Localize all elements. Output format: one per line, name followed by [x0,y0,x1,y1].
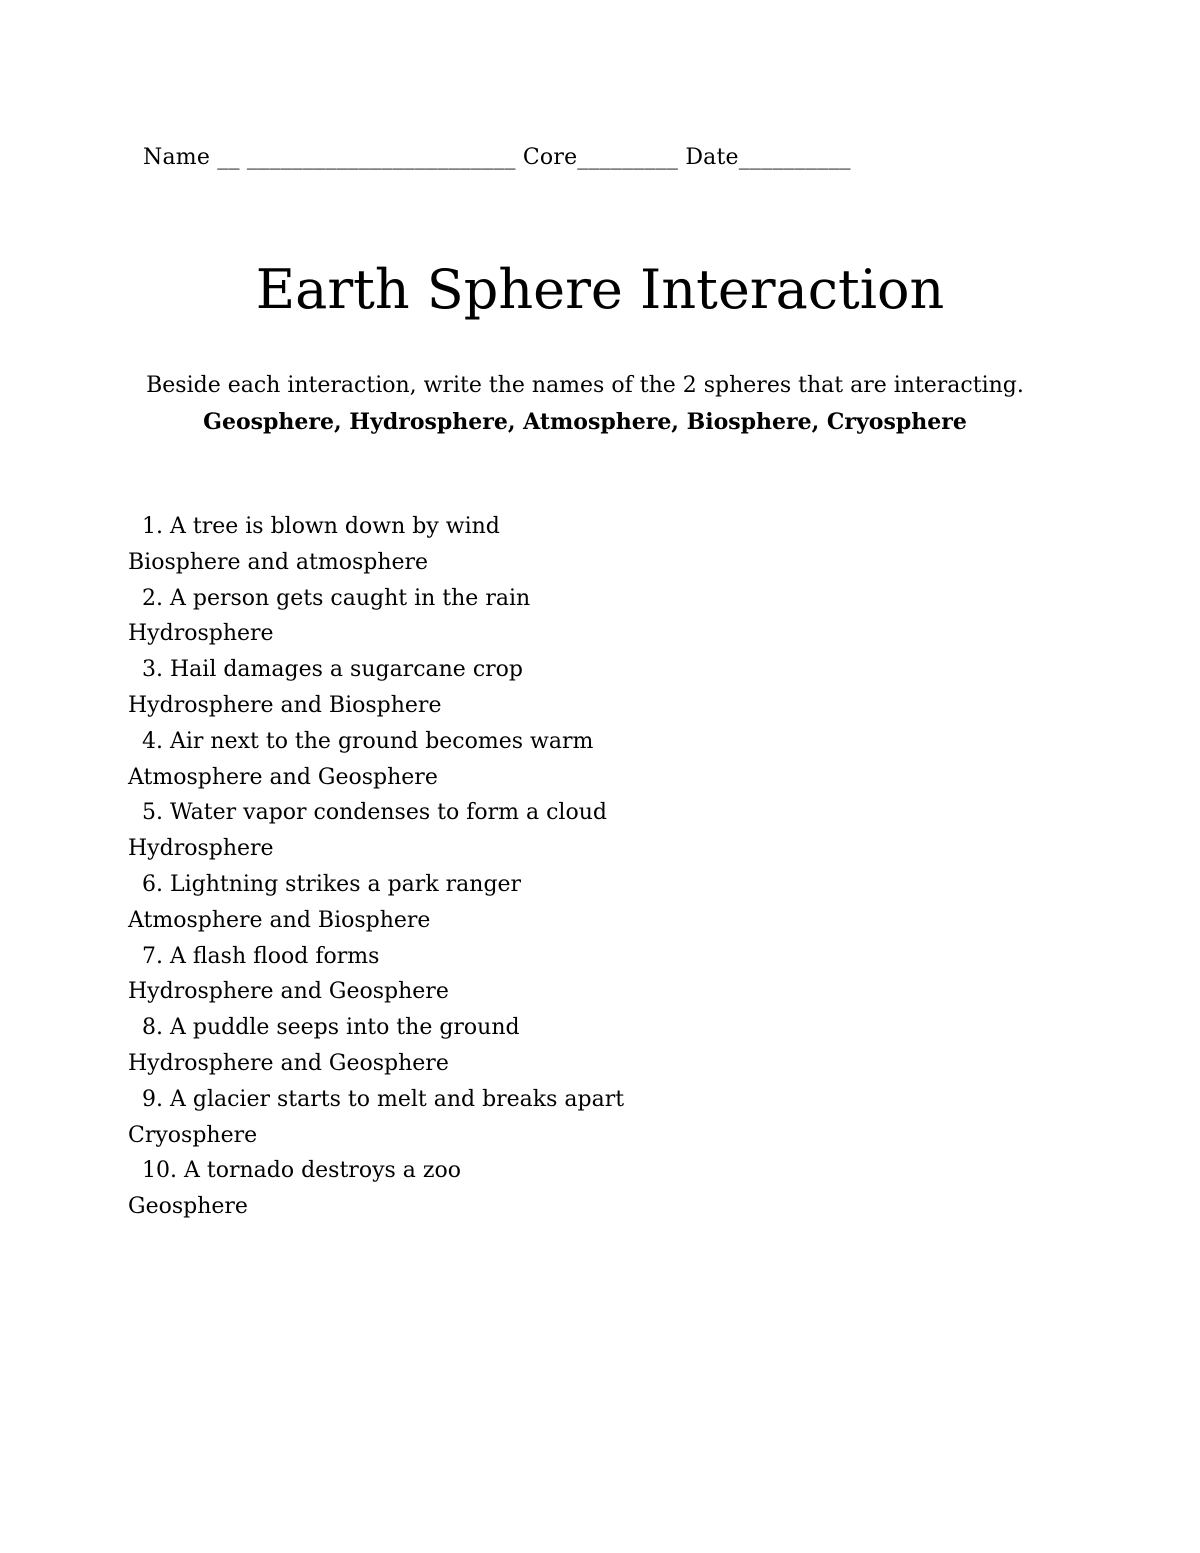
name-label: Name [143,145,211,170]
answer-10: Geosphere [128,1194,248,1220]
core-label: Core [522,145,578,170]
list-item [128,1082,828,1154]
answer-1: Biosphere and atmosphere [128,549,429,575]
list-item [128,652,828,724]
question-7: 7. A flash flood forms [142,943,380,969]
answer-6: Atmosphere and Biosphere [128,907,431,933]
question-6: 6. Lightning strikes a park ranger [142,871,522,897]
question-4: 4. Air next to the ground becomes warm [142,728,594,754]
list-item [128,509,828,581]
name-blank: __ ________________________ [217,145,516,170]
worksheet-header [143,143,1063,173]
list-item [128,939,828,1011]
list-item [128,1010,828,1082]
core-blank: _________ [577,145,679,170]
answer-9: Cryosphere [128,1122,258,1148]
question-5: 5. Water vapor condenses to form a cloud [142,800,607,826]
question-8: 8. A puddle seeps into the ground [142,1015,520,1041]
list-item [128,795,828,867]
question-9: 9. A glacier starts to melt and breaks apart [142,1086,625,1112]
answer-4: Atmosphere and Geosphere [128,764,438,790]
date-blank: __________ [738,145,851,170]
question-list [128,509,828,1225]
question-3: 3. Hail damages a sugarcane crop [142,657,523,683]
answer-7: Hydrosphere and Geosphere [128,979,449,1005]
page-title: Earth Sphere Interaction [255,258,945,321]
list-item [128,581,828,653]
list-item [128,1153,828,1225]
question-10: 10. A tornado destroys a zoo [142,1158,461,1184]
answer-5: Hydrosphere [128,836,274,862]
list-item [128,867,828,939]
answer-2: Hydrosphere [128,621,274,647]
question-2: 2. A person gets caught in the rain [142,585,531,611]
date-label: Date [685,145,739,170]
list-item [128,724,828,796]
answer-8: Hydrosphere and Geosphere [128,1050,449,1076]
instructions [0,368,1170,440]
answer-3: Hydrosphere and Biosphere [128,692,442,718]
instructions-text: Beside each interaction, write the names of the 2 spheres that are interacting. [146,373,1024,398]
sphere-list: Geosphere, Hydrosphere, Atmosphere, Biosphere, Cryosphere [203,409,967,435]
question-1: 1. A tree is blown down by wind [142,514,500,539]
